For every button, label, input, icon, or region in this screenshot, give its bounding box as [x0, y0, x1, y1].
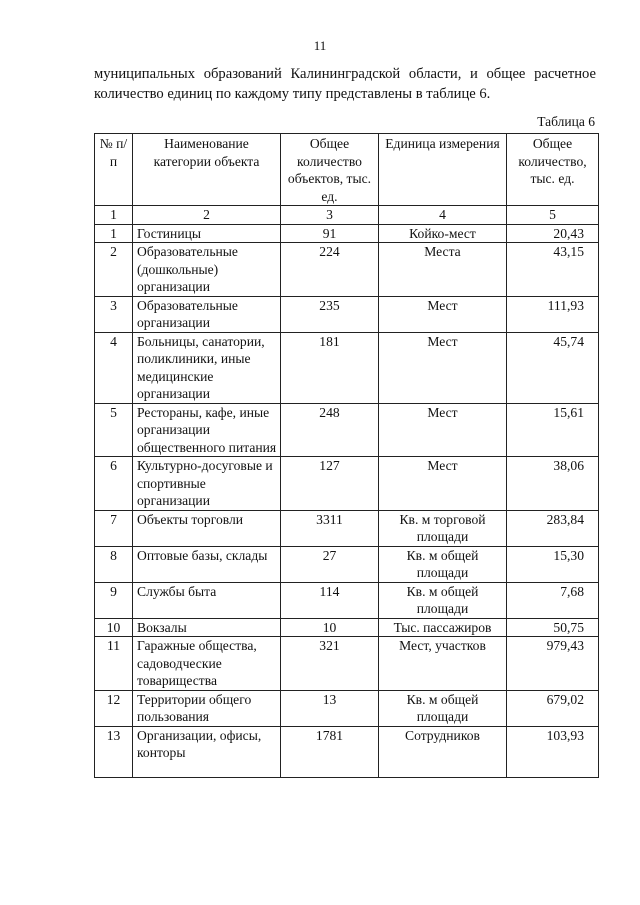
- total-units: 283,84: [507, 510, 599, 546]
- object-count: 91: [281, 224, 379, 243]
- category-name: Вокзалы: [133, 618, 281, 637]
- table-row: [95, 582, 599, 618]
- row-number: 13: [95, 726, 133, 777]
- header-total: Общее количество, тыс. ед.: [507, 134, 599, 206]
- header-num: № п/п: [95, 134, 133, 206]
- total-units: 15,61: [507, 403, 599, 457]
- row-number: 6: [95, 457, 133, 511]
- unit-of-measure: Кв. м общей площади: [379, 582, 507, 618]
- row-number: 1: [95, 224, 133, 243]
- unit-of-measure: Мест: [379, 403, 507, 457]
- unit-of-measure: Койко-мест: [379, 224, 507, 243]
- category-name: Объекты торговли: [133, 510, 281, 546]
- row-number: 8: [95, 546, 133, 582]
- table-row: [95, 457, 599, 511]
- index-cell: 2: [133, 206, 281, 225]
- object-count: 13: [281, 690, 379, 726]
- total-units: 7,68: [507, 582, 599, 618]
- category-name: Культурно-досуговые и спортивные организации: [133, 457, 281, 511]
- object-count: 1781: [281, 726, 379, 777]
- object-count: 235: [281, 296, 379, 332]
- index-cell: 1: [95, 206, 133, 225]
- total-units: 43,15: [507, 243, 599, 297]
- object-count: 181: [281, 332, 379, 403]
- index-cell: 4: [379, 206, 507, 225]
- category-name: Больницы, санатории, поликлиники, иные медицинские организации: [133, 332, 281, 403]
- table-row: [95, 332, 599, 403]
- header-unit: Единица измерения: [379, 134, 507, 206]
- total-units: 979,43: [507, 637, 599, 691]
- total-units: 45,74: [507, 332, 599, 403]
- total-units: 103,93: [507, 726, 599, 777]
- total-units: 50,75: [507, 618, 599, 637]
- row-number: 5: [95, 403, 133, 457]
- total-units: 679,02: [507, 690, 599, 726]
- category-name: Организации, офисы, конторы: [133, 726, 281, 777]
- table-row: [95, 726, 599, 777]
- category-name: Оптовые базы, склады: [133, 546, 281, 582]
- object-count: 248: [281, 403, 379, 457]
- total-units: 20,43: [507, 224, 599, 243]
- header-count: Общее количество объектов, тыс. ед.: [281, 134, 379, 206]
- unit-of-measure: Кв. м торговой площади: [379, 510, 507, 546]
- index-cell: 3: [281, 206, 379, 225]
- table-row: [95, 690, 599, 726]
- row-number: 11: [95, 637, 133, 691]
- category-name: Образовательные (дошкольные) организации: [133, 243, 281, 297]
- unit-of-measure: Кв. м общей площади: [379, 690, 507, 726]
- category-name: Службы быта: [133, 582, 281, 618]
- total-units: 15,30: [507, 546, 599, 582]
- unit-of-measure: Мест, участков: [379, 637, 507, 691]
- intro-paragraph: муниципальных образований Калининградской области, и общее расчетное количество единиц по каждому типу представлены в таблице 6.: [94, 66, 596, 102]
- table-row: [95, 224, 599, 243]
- total-units: 38,06: [507, 457, 599, 511]
- unit-of-measure: Места: [379, 243, 507, 297]
- table-row: [95, 243, 599, 297]
- page-number: 11: [313, 38, 327, 53]
- table-row: [95, 510, 599, 546]
- table-row: [95, 546, 599, 582]
- header-name: Наименование категории объекта: [133, 134, 281, 206]
- total-units: 111,93: [507, 296, 599, 332]
- category-name: Территории общего пользования: [133, 690, 281, 726]
- object-count: 127: [281, 457, 379, 511]
- object-count: 114: [281, 582, 379, 618]
- unit-of-measure: Тыс. пассажиров: [379, 618, 507, 637]
- object-count: 10: [281, 618, 379, 637]
- object-count: 321: [281, 637, 379, 691]
- category-name: Гостиницы: [133, 224, 281, 243]
- unit-of-measure: Мест: [379, 457, 507, 511]
- index-cell: 5: [507, 206, 599, 225]
- row-number: 4: [95, 332, 133, 403]
- table-row: [95, 296, 599, 332]
- object-count: 3311: [281, 510, 379, 546]
- row-number: 10: [95, 618, 133, 637]
- category-name: Образовательные организации: [133, 296, 281, 332]
- table-header-row: [95, 134, 599, 206]
- category-name: Гаражные общества, садоводческие товарищества: [133, 637, 281, 691]
- column-index-row: [95, 206, 599, 225]
- unit-of-measure: Мест: [379, 332, 507, 403]
- object-count: 224: [281, 243, 379, 297]
- row-number: 3: [95, 296, 133, 332]
- unit-of-measure: Мест: [379, 296, 507, 332]
- table-row: [95, 403, 599, 457]
- row-number: 12: [95, 690, 133, 726]
- row-number: 9: [95, 582, 133, 618]
- row-number: 7: [95, 510, 133, 546]
- unit-of-measure: Кв. м общей площади: [379, 546, 507, 582]
- table-row: [95, 618, 599, 637]
- unit-of-measure: Сотрудников: [379, 726, 507, 777]
- object-count: 27: [281, 546, 379, 582]
- objects-table: [94, 133, 599, 778]
- category-name: Рестораны, кафе, иные организации общественного питания: [133, 403, 281, 457]
- table-caption: Таблица 6: [537, 114, 595, 129]
- row-number: 2: [95, 243, 133, 297]
- table-row: [95, 637, 599, 691]
